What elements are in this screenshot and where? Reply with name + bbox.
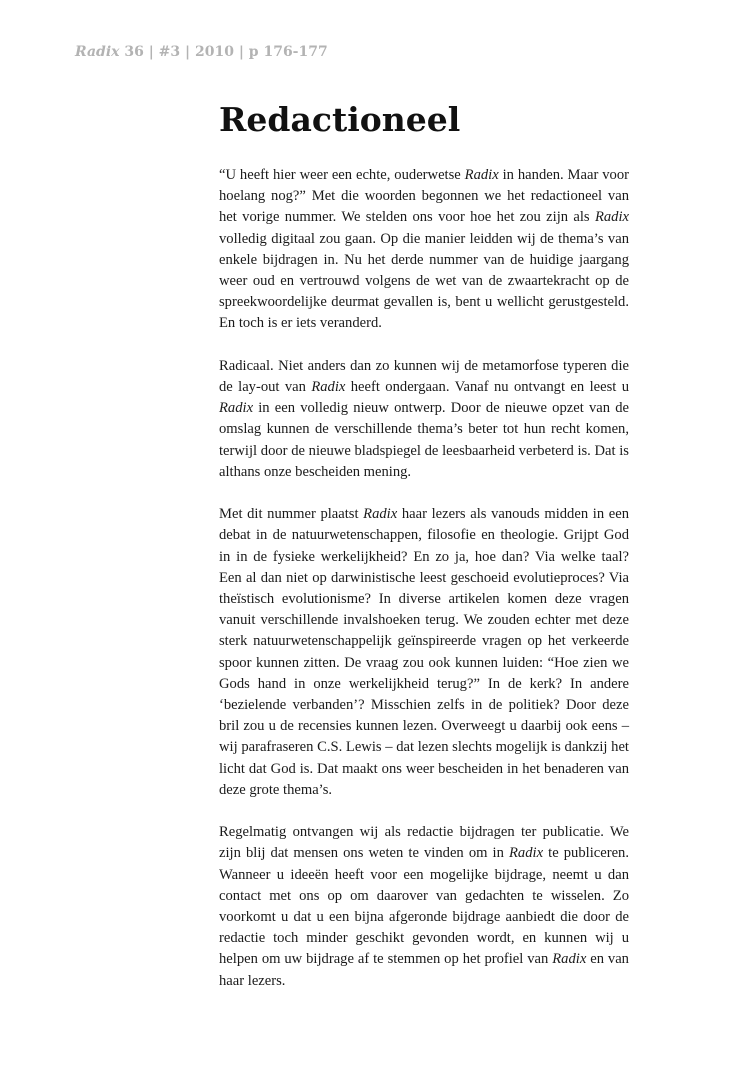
- running-head-issue: 36 | #3 | 2010 | p 176-177: [119, 44, 328, 60]
- article-title: Redactioneel: [219, 100, 461, 139]
- paragraph-text: “U heeft hier weer een echte, ouderwetse: [219, 167, 465, 183]
- body-paragraph: [219, 822, 629, 992]
- journal-name-italic: Radix: [311, 379, 346, 396]
- journal-name-italic: Radix: [509, 845, 544, 862]
- body-paragraph: [219, 356, 629, 483]
- running-head: [75, 44, 328, 60]
- journal-name-italic: Radix: [594, 209, 629, 226]
- paragraph-text: Radicaal. Niet anders dan zo kunnen wij de metamorfose typeren die de lay-out van: [219, 357, 629, 396]
- journal-name-italic: Radix: [219, 400, 254, 417]
- body-paragraph: [219, 504, 629, 801]
- paragraph-text: haar lezers als vanouds midden in een debat in de natuurwetenschappen, filosofie en theologie. Grijpt God in in de fysieke werkelijkheid? En zo ja, hoe dan? Via welke taal? Een al dan niet op darwinistische leest geschoeid evolutieproces? Via theïstisch evolutionisme? In diverse artikelen komen deze vragen vanuit verschillende invalshoeken terug. We zouden echter met deze sterk natuurwetenschappelijk geïnspireerde vragen op het verkeerde spoor kunnen zitten. De vraag zou ook kunnen luiden: “Hoe zien we Gods hand in onze werkelijkheid terug?” In de kerk? In andere ‘bezielende verbanden’? Misschien zelfs in de politiek? Door deze bril zou u de recensies kunnen lezen. Overweegt u daarbij ook eens – wij parafraseren C.S. Lewis – dat lezen slechts mogelijk is dankzij het licht dat God is. Dat maakt ons weer bescheiden in het benaderen van deze grote thema’s.: [219, 506, 629, 798]
- body-paragraph: [219, 165, 629, 335]
- paragraph-text: Regelmatig ontvangen wij als redactie bijdragen ter publicatie. We zijn blij dat mensen ons weten te vinden om in: [219, 824, 629, 862]
- paragraph-text: Met dit nummer plaatst: [219, 506, 364, 523]
- journal-name-italic: Radix: [464, 167, 499, 183]
- journal-name-italic: Radix: [363, 506, 398, 523]
- journal-name-italic: Radix: [552, 951, 587, 968]
- paragraph-text: en van haar lezers.: [219, 951, 629, 989]
- paragraph-text: heeft ondergaan. Vanaf nu ontvangt en leest u: [345, 379, 629, 396]
- paragraph-text: volledig digitaal zou gaan. Op die manier leidden wij de thema’s van enkele bijdragen in. Nu het derde nummer van de huidige jaargang weer oud en vertrouwd volgens de wet van de zwaartekracht op de spreekwoordelijke deurmat gevallen is, bent u wellicht gerustgesteld. En toch is er iets veranderd.: [219, 230, 629, 332]
- paragraph-text: te publiceren. Wanneer u ideeën heeft voor een mogelijke bijdrage, neemt u dan contact met ons op om daarover van gedachten te wisselen. Zo voorkomt u dat u een bijna afgeronde bijdrage aanbiedt die door de redactie toch minder geschikt gevonden wordt, en kunnen wij u helpen om uw bijdrage af te stemmen op het profiel van: [219, 845, 629, 968]
- paragraph-text: in handen. Maar voor hoelang nog?” Met die woorden begonnen we het redactioneel van het vorige nummer. We stelden ons voor hoe het zou zijn als: [219, 167, 630, 226]
- article-body: [219, 165, 629, 1013]
- paragraph-text: in een volledig nieuw ontwerp. Door de nieuwe opzet van de omslag kunnen de verschillende thema’s beter tot hun recht komen, terwijl door de nieuwe bladspiegel de leesbaarheid verbeterd is. Dat is althans onze bescheiden mening.: [219, 400, 629, 480]
- running-head-journal: Radix: [75, 44, 120, 60]
